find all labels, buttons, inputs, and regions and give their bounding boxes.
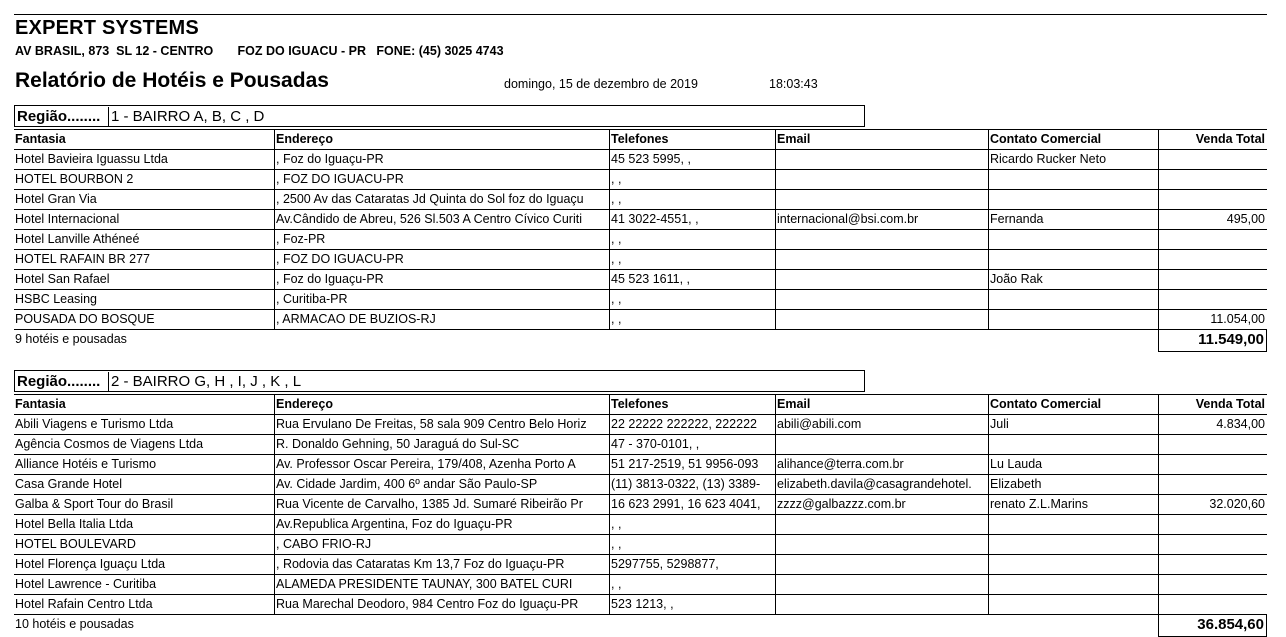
table-cell (1158, 555, 1267, 574)
table-row (14, 535, 1267, 555)
table-cell (775, 290, 988, 309)
column-header: Venda Total (1158, 130, 1267, 149)
table-cell (775, 170, 988, 189)
table-cell (1158, 435, 1267, 454)
table-cell: elizabeth.davila@casagrandehotel. (775, 475, 988, 494)
table-cell: Rua Ervulano De Freitas, 58 sala 909 Centro Belo Horiz (274, 415, 609, 434)
table-cell: , , (609, 230, 775, 249)
table-cell: 495,00 (1158, 210, 1267, 229)
table-cell (1158, 515, 1267, 534)
table-row (14, 435, 1267, 455)
table-cell: Rua Marechal Deodoro, 984 Centro Foz do Iguaçu-PR (274, 595, 609, 614)
table-row (14, 595, 1267, 615)
table-cell: renato Z.L.Marins (988, 495, 1158, 514)
table-cell: Hotel San Rafael (15, 272, 110, 286)
table-row (14, 290, 1267, 310)
region-label: Região........ (17, 108, 101, 125)
table-cell: HOTEL BOULEVARD (15, 537, 136, 551)
table-cell: Casa Grande Hotel (15, 477, 123, 491)
table-cell: 5297755, 5298877, (609, 555, 775, 574)
table-cell (775, 555, 988, 574)
table-cell: Fernanda (988, 210, 1158, 229)
region-header (14, 105, 865, 127)
table-cell: , CABO FRIO-RJ (274, 535, 609, 554)
column-header: Fantasia (15, 132, 66, 146)
table-cell (1158, 270, 1267, 289)
column-header: Fantasia (15, 397, 66, 411)
table-cell (988, 310, 1158, 329)
table-cell: Av.Republica Argentina, Foz do Iguaçu-PR (274, 515, 609, 534)
table-cell: 51 217-2519, 51 9956-093 (609, 455, 775, 474)
table-cell: 45 523 5995, , (609, 150, 775, 169)
table-cell: Agência Cosmos de Viagens Ltda (15, 437, 204, 451)
table-cell: , Curitiba-PR (274, 290, 609, 309)
table-cell: Elizabeth (988, 475, 1158, 494)
column-header: Telefones (609, 130, 775, 149)
table-cell (1158, 290, 1267, 309)
report-date: domingo, 15 de dezembro de 2019 (504, 77, 698, 91)
table-cell: Juli (988, 415, 1158, 434)
table-cell (1158, 475, 1267, 494)
table-cell: internacional@bsi.com.br (775, 210, 988, 229)
table-row (14, 415, 1267, 435)
table-cell: zzzz@galbazzz.com.br (775, 495, 988, 514)
table-cell: 32.020,60 (1158, 495, 1267, 514)
table-row (14, 250, 1267, 270)
table-cell (988, 595, 1158, 614)
table-cell: Lu Lauda (988, 455, 1158, 474)
table-cell: 47 - 370-0101, , (609, 435, 775, 454)
hotel-table (14, 394, 1267, 615)
table-cell (775, 250, 988, 269)
table-cell (988, 250, 1158, 269)
table-cell: Abili Viagens e Turismo Ltda (15, 417, 174, 431)
column-header: Email (775, 130, 988, 149)
table-cell (988, 170, 1158, 189)
table-cell: 523 1213, , (609, 595, 775, 614)
hotel-table (14, 129, 1267, 330)
table-cell: João Rak (988, 270, 1158, 289)
table-cell (775, 435, 988, 454)
table-cell (775, 150, 988, 169)
table-cell (1158, 595, 1267, 614)
table-row (14, 310, 1267, 330)
table-row (14, 270, 1267, 290)
column-header: Email (775, 395, 988, 414)
table-cell (775, 230, 988, 249)
table-row (14, 495, 1267, 515)
table-cell: Av. Professor Oscar Pereira, 179/408, Azenha Porto A (274, 455, 609, 474)
table-cell: , , (609, 170, 775, 189)
region-total: 11.549,00 (1158, 330, 1267, 352)
top-rule (14, 14, 1267, 15)
table-header-row (14, 395, 1267, 415)
region-count: 9 hotéis e pousadas (15, 332, 127, 346)
region-header (14, 370, 865, 392)
table-cell: Hotel Rafain Centro Ltda (15, 597, 153, 611)
table-cell (988, 555, 1158, 574)
table-cell: , Foz do Iguaçu-PR (274, 150, 609, 169)
table-cell (988, 230, 1158, 249)
table-cell: , Foz-PR (274, 230, 609, 249)
column-header: Telefones (609, 395, 775, 414)
table-cell: POUSADA DO BOSQUE (15, 312, 155, 326)
table-row (14, 190, 1267, 210)
table-cell: , FOZ DO IGUACU-PR (274, 170, 609, 189)
table-cell (1158, 170, 1267, 189)
region-total: 36.854,60 (1158, 615, 1267, 637)
table-cell (988, 535, 1158, 554)
table-cell: , , (609, 290, 775, 309)
table-cell: 22 22222 222222, 222222 (609, 415, 775, 434)
table-cell: abili@abili.com (775, 415, 988, 434)
table-cell: 16 623 2991, 16 623 4041, (609, 495, 775, 514)
table-cell: , Foz do Iguaçu-PR (274, 270, 609, 289)
table-cell: Hotel Lawrence - Curitiba (15, 577, 157, 591)
table-cell (1158, 575, 1267, 594)
table-header-row (14, 130, 1267, 150)
table-cell: Alliance Hotéis e Turismo (15, 457, 157, 471)
table-cell: 11.054,00 (1158, 310, 1267, 329)
table-row (14, 515, 1267, 535)
table-cell (1158, 190, 1267, 209)
table-cell (1158, 150, 1267, 169)
company-name: EXPERT SYSTEMS (15, 17, 199, 39)
table-cell: Ricardo Rucker Neto (988, 150, 1158, 169)
table-cell (988, 515, 1158, 534)
report-time: 18:03:43 (769, 77, 818, 91)
region-label: Região........ (17, 373, 101, 390)
table-cell: alihance@terra.com.br (775, 455, 988, 474)
table-cell: , , (609, 190, 775, 209)
column-header: Contato Comercial (988, 395, 1158, 414)
table-cell: Hotel Gran Via (15, 192, 97, 206)
table-row (14, 210, 1267, 230)
table-cell: , ARMACAO DE BUZIOS-RJ (274, 310, 609, 329)
table-cell: Hotel Lanville Athéneé (15, 232, 140, 246)
table-row (14, 575, 1267, 595)
table-cell: Av.Cândido de Abreu, 526 Sl.503 A Centro Cívico Curiti (274, 210, 609, 229)
table-row (14, 555, 1267, 575)
table-cell (1158, 535, 1267, 554)
table-cell: ALAMEDA PRESIDENTE TAUNAY, 300 BATEL CURI (274, 575, 609, 594)
table-cell: (11) 3813-0322, (13) 3389- (609, 475, 775, 494)
table-cell (988, 575, 1158, 594)
table-cell: , Rodovia das Cataratas Km 13,7 Foz do Iguaçu-PR (274, 555, 609, 574)
table-cell: 4.834,00 (1158, 415, 1267, 434)
table-cell (988, 290, 1158, 309)
table-row (14, 475, 1267, 495)
column-header: Venda Total (1158, 395, 1267, 414)
region-count: 10 hotéis e pousadas (15, 617, 134, 631)
table-cell: Hotel Bavieira Iguassu Ltda (15, 152, 168, 166)
table-cell: Hotel Internacional (15, 212, 120, 226)
table-cell (988, 190, 1158, 209)
table-cell: , , (609, 515, 775, 534)
table-cell (775, 535, 988, 554)
table-cell: , , (609, 575, 775, 594)
table-cell (775, 310, 988, 329)
table-cell (1158, 230, 1267, 249)
table-cell: Av. Cidade Jardim, 400 6º andar São Paulo-SP (274, 475, 609, 494)
region-name: 1 - BAIRRO A, B, C , D (108, 107, 264, 126)
table-cell (775, 595, 988, 614)
table-cell (775, 190, 988, 209)
table-cell: 41 3022-4551, , (609, 210, 775, 229)
table-cell (775, 515, 988, 534)
region-name: 2 - BAIRRO G, H , I, J , K , L (108, 372, 301, 391)
table-cell (1158, 455, 1267, 474)
table-row (14, 170, 1267, 190)
table-cell: , 2500 Av das Cataratas Jd Quinta do Sol foz do Iguaçu (274, 190, 609, 209)
table-cell: HSBC Leasing (15, 292, 97, 306)
table-cell: Galba & Sport Tour do Brasil (15, 497, 174, 511)
table-cell: 45 523 1611, , (609, 270, 775, 289)
table-cell: , , (609, 310, 775, 329)
table-cell: Rua Vicente de Carvalho, 1385 Jd. Sumaré Ribeirão Pr (274, 495, 609, 514)
table-row (14, 230, 1267, 250)
table-cell (775, 270, 988, 289)
table-cell: , FOZ DO IGUACU-PR (274, 250, 609, 269)
table-cell (988, 435, 1158, 454)
report-title: Relatório de Hotéis e Pousadas (15, 69, 329, 92)
table-row (14, 150, 1267, 170)
table-cell: HOTEL BOURBON 2 (15, 172, 134, 186)
company-address: AV BRASIL, 873 SL 12 - CENTRO FOZ DO IGUACU - PR FONE: (45) 3025 4743 (15, 44, 504, 58)
table-cell: , , (609, 250, 775, 269)
table-cell (775, 575, 988, 594)
table-cell: Hotel Florença Iguaçu Ltda (15, 557, 166, 571)
column-header: Endereço (274, 130, 609, 149)
table-cell: Hotel Bella Italia Ltda (15, 517, 134, 531)
table-cell (1158, 250, 1267, 269)
table-row (14, 455, 1267, 475)
column-header: Contato Comercial (988, 130, 1158, 149)
table-cell: HOTEL RAFAIN BR 277 (15, 252, 150, 266)
column-header: Endereço (274, 395, 609, 414)
table-cell: , , (609, 535, 775, 554)
table-cell: R. Donaldo Gehning, 50 Jaraguá do Sul-SC (274, 435, 609, 454)
